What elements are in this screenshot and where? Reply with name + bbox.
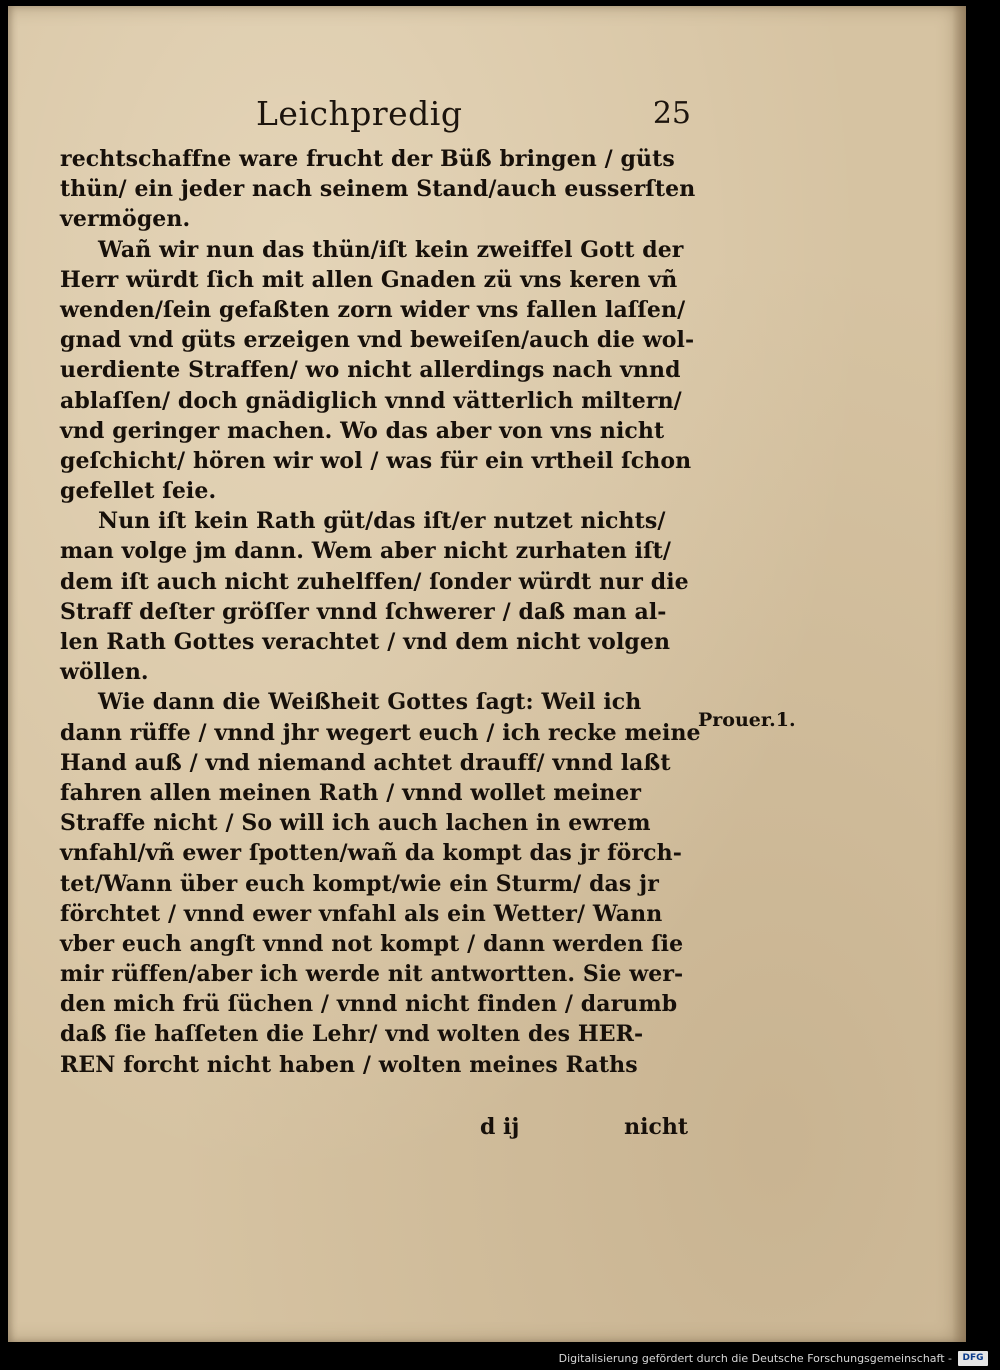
text-line: den mich frü ſüchen / vnnd nicht finden / darumb [60, 991, 678, 1018]
catchword: nicht [624, 1114, 688, 1140]
text-line: thün/ ein jeder nach seinem Stand/auch eusserſten [60, 176, 696, 203]
text-line: vnd geringer machen. Wo das aber von vns nicht [60, 417, 665, 444]
text-line: förchtet / vnnd ewer vnfahl als ein Wetter/ Wann [60, 900, 663, 927]
page-edge-shadow [952, 6, 966, 1342]
page-number: 25 [652, 96, 691, 131]
text-line: daß ſie haſſeten die Lehr/ vnd wolten des HER- [60, 1021, 644, 1048]
text-line: len Rath Gottes verachtet / vnd dem nicht volgen [60, 629, 671, 655]
text-line: vber euch angſt vnnd not kompt / dann werden ſie [60, 930, 684, 957]
text-line: Herr würdt ſich mit allen Gnaden zü vns keren vñ [60, 266, 678, 293]
text-line: gnad vnd güts erzeigen vnd beweiſen/auch die wol- [60, 327, 695, 354]
text-line: wöllen. [60, 659, 149, 686]
text-line: Wie dann die Weißheit Gottes ſagt: Weil ich [98, 689, 642, 716]
text-line: REN forcht nicht haben / wolten meines Raths [60, 1051, 638, 1078]
text-line: uerdiente Straffen/ wo nicht allerdings nach vnnd [60, 357, 681, 384]
footer-bar [0, 1342, 1000, 1370]
text-line: geſchicht/ hören wir wol / was für ein vrtheil ſchon [60, 447, 692, 474]
text-line: mir rüffen/aber ich werde nit antwortten. Sie wer- [60, 961, 684, 988]
text-line: Straff deſter gröſſer vnnd ſchwerer / daß man al- [60, 598, 667, 625]
text-line: man volge jm dann. Wem aber nicht zurhaten iſt/ [60, 538, 672, 565]
dfg-logo: DFG [958, 1351, 988, 1366]
text-line: vnfahl/vñ ewer ſpotten/wañ da kompt das jr förch- [60, 840, 682, 867]
catchline [60, 1114, 688, 1146]
funding-notice: Digitalisierung gefördert durch die Deutsche Forschungsgemeinschaft - [558, 1352, 952, 1365]
text-line: dann rüffe / vnnd jhr wegert euch / ich recke meine [60, 719, 701, 746]
text-line: dem iſt auch nicht zuhelffen/ ſonder würdt nur die [60, 568, 689, 595]
text-line: Wañ wir nun das thün/iſt kein zweiffel Gott der [98, 236, 684, 263]
text-line: Nun iſt kein Rath güt/das iſt/er nutzet nichts/ [98, 508, 666, 535]
body-text [60, 144, 700, 1080]
text-line: wenden/ſein gefaßten zorn wider vns fallen laſſen/ [60, 296, 686, 323]
text-line: vermögen. [60, 206, 191, 233]
running-title: Leichpredig [256, 94, 463, 133]
text-line: rechtschaffne ware frucht der Büß bringen / güts [60, 146, 675, 172]
text-line: tet/Wann über euch kompt/wie ein Sturm/ das jr [60, 870, 659, 897]
text-line: Straffe nicht / So will ich auch lachen in ewrem [60, 810, 651, 837]
text-line: fahren allen meinen Rath / vnnd wollet meiner [60, 779, 642, 806]
page-header [246, 90, 691, 138]
marginal-note: Prouer.1. [698, 709, 796, 731]
book-page [8, 6, 966, 1342]
text-line: ablaſſen/ doch gnädiglich vnnd vätterlich miltern/ [60, 387, 682, 414]
text-line: Hand auß / vnd niemand achtet drauff/ vnnd laßt [60, 749, 671, 776]
signature-mark: d ij [480, 1114, 520, 1140]
text-line: gefellet ſeie. [60, 478, 217, 505]
